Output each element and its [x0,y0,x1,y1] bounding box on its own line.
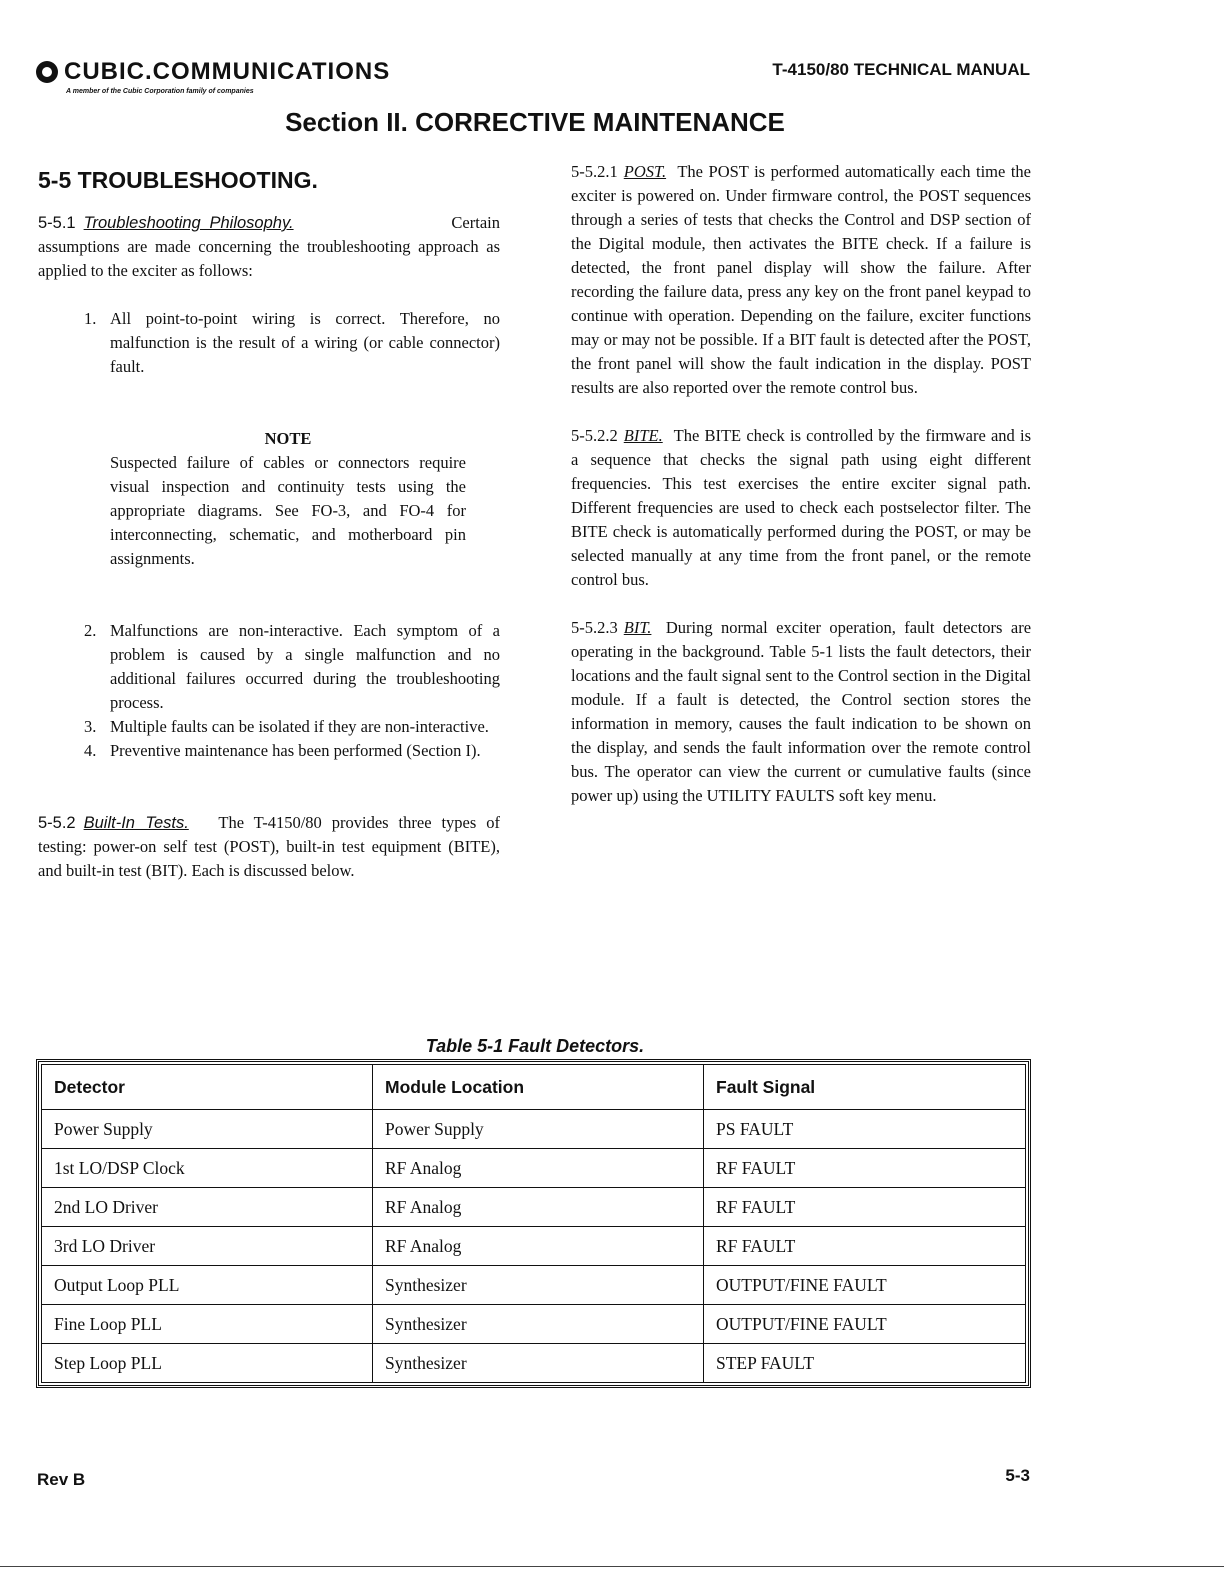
table-cell: RF FAULT [704,1227,1026,1266]
builtin-tests-paragraph [38,811,500,883]
bit-number: 5-5.2.3 [571,618,618,637]
header-detector: Detector [42,1065,373,1110]
table-cell: OUTPUT/FINE FAULT [704,1266,1026,1305]
company-name: CUBIC.COMMUNICATIONS [64,58,391,85]
list-item [38,715,500,739]
table-row [42,1266,1026,1305]
table-row [42,1188,1026,1227]
left-column [38,165,500,883]
right-column [571,160,1031,808]
list-item [38,307,500,379]
table-cell: 2nd LO Driver [42,1188,373,1227]
company-tagline: A member of the Cubic Corporation family of companies [66,88,254,95]
table-row [42,1305,1026,1344]
post-paragraph [571,160,1031,400]
company-logo [36,58,516,95]
post-title: POST. [623,162,667,181]
table-cell: Synthesizer [373,1305,704,1344]
list-text: Malfunctions are non-interactive. Each symptom of a problem is caused by a single malfunction and no additional failures occurred during the troubleshooting process. [110,621,500,712]
table-cell: 3rd LO Driver [42,1227,373,1266]
philosophy-text: Certain assumptions are made concerning the troubleshooting approach as applied to the exciter as follows: [38,213,500,280]
post-number: 5-5.2.1 [571,162,618,181]
note-block [110,427,466,571]
table-cell: Synthesizer [373,1344,704,1383]
table-cell: PS FAULT [704,1110,1026,1149]
header-module-location: Module Location [373,1065,704,1110]
table-cell: Fine Loop PLL [42,1305,373,1344]
table-cell: 1st LO/DSP Clock [42,1149,373,1188]
table-row [42,1344,1026,1383]
bite-number: 5-5.2.2 [571,426,618,445]
builtin-number: 5-5.2 [38,814,76,832]
bit-text: During normal exciter operation, fault detectors are operating in the background. Table 5-1 lists the fault detectors, their locations and the fault signal sent to the Control section in the Digital module. If a fault is detected, the Control section stores the information in memory, causes the fault indication to be shown on the display, and sends the fault information over the remote control bus. The operator can view the current or cumulative faults (since power up) using the UTILITY FAULTS soft key menu. [571,618,1032,805]
troubleshooting-heading: 5-5 TROUBLESHOOTING. [38,167,318,193]
table-cell: RF Analog [373,1149,704,1188]
manual-title: T-4150/80 TECHNICAL MANUAL [772,60,1030,79]
list-number: 4. [84,741,97,760]
list-text: Multiple faults can be isolated if they are non-interactive. [110,717,489,736]
post-text: The POST is performed automatically each time the exciter is powered on. Under firmware control, the POST sequences through a series of tests that checks the Control and DSP section of the Digital module, then activates the BITE check. If a failure is detected, the front panel display will show the failure. After recording the failure data, press any key on the front panel keypad to continue with operation. Depending on the failure, exciter functions may or may not be possible. If a BIT fault is detected after the POST, the front panel will show the fault indication in the display. POST results are also reported over the remote control bus. [571,162,1032,397]
note-title: NOTE [264,429,312,448]
table-cell: RF Analog [373,1227,704,1266]
list-item [38,739,500,763]
header-fault-signal: Fault Signal [704,1065,1026,1110]
philosophy-paragraph [38,211,500,283]
table-row [42,1149,1026,1188]
builtin-title: Built-In Tests. [83,814,189,832]
table-cell: STEP FAULT [704,1344,1026,1383]
table-row [42,1110,1026,1149]
table-cell: Step Loop PLL [42,1344,373,1383]
builtin-text: The T-4150/80 provides three types of testing: power-on self test (POST), built-in test equipment (BITE), and built-in test (BIT). Each is discussed below. [38,813,500,880]
list-item [38,619,500,715]
table-cell: OUTPUT/FINE FAULT [704,1305,1026,1344]
fault-detectors-table [36,1059,1031,1388]
table-cell: Output Loop PLL [42,1266,373,1305]
philosophy-title: Troubleshooting Philosophy. [83,214,294,232]
list-text: Preventive maintenance has been performed (Section I). [110,741,481,760]
list-number: 3. [84,717,97,736]
table-cell: Power Supply [373,1110,704,1149]
table-cell: Power Supply [42,1110,373,1149]
bite-paragraph [571,424,1031,592]
note-text: Suspected failure of cables or connectors require visual inspection and continuity tests using the appropriate diagrams. See FO-3, and FO-4 for interconnecting, schematic, and motherboard pin assignments. [110,453,466,568]
bit-title: BIT. [623,618,652,637]
table-caption: Table 5-1 Fault Detectors. [425,1036,645,1056]
table-cell: RF FAULT [704,1188,1026,1227]
philosophy-number: 5-5.1 [38,214,76,232]
table-cell: RF Analog [373,1188,704,1227]
bite-title: BITE. [623,426,663,445]
bit-paragraph [571,616,1031,808]
assumption-list-continued [38,619,500,763]
revision-label: Rev B [37,1470,86,1489]
bite-text: The BITE check is controlled by the firmware and is a sequence that checks the signal path using eight different frequencies. This test exercises the entire exciter signal path. Different frequencies are used to check each postselector filter. The BITE check is automatically performed during the POST, or may be selected manually at any time from the front panel, or the remote control bus. [571,426,1032,589]
bottom-rule [0,1566,1224,1567]
table-row [42,1227,1026,1266]
table-cell: RF FAULT [704,1149,1026,1188]
list-number: 1. [84,309,97,328]
section-title: Section II. CORRECTIVE MAINTENANCE [285,107,785,137]
page-number: 5-3 [1005,1466,1030,1485]
list-number: 2. [84,621,97,640]
cubic-logo-icon [36,61,58,83]
table-cell: Synthesizer [373,1266,704,1305]
table-header-row [42,1065,1026,1110]
list-text: All point-to-point wiring is correct. Therefore, no malfunction is the result of a wiring (or cable connector) fault. [110,309,500,376]
assumption-list [38,307,500,379]
